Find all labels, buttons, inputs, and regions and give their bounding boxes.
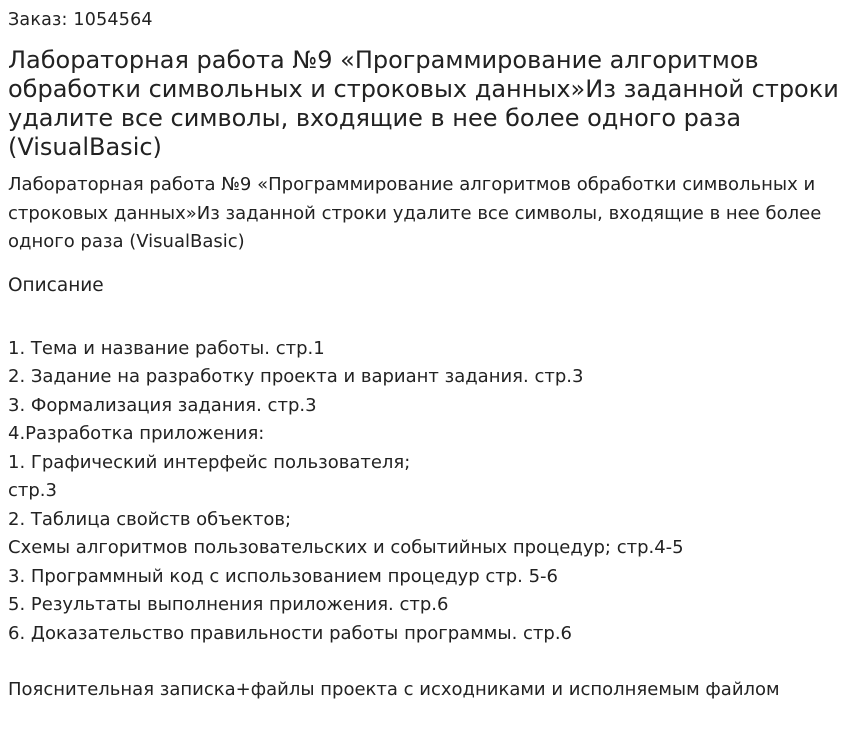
page-title: Лабораторная работа №9 «Программирование алгоритмов обработки символьных и строковых данных»Из заданной строки удалите все символы, входящие в нее более одного раза (VisualBasic) [8, 46, 839, 161]
contents-item: 2. Таблица свойств объектов; [8, 508, 292, 530]
contents-item: 5. Результаты выполнения приложения. стр.6 [8, 594, 449, 615]
order-number: Заказ: 1054564 [8, 10, 153, 30]
lead-paragraph: Лабораторная работа №9 «Программирование алгоритмов обработки символьных и строковых данных»Из заданной строки удалите все символы, входящие в нее более одного раза (VisualBasic) [8, 174, 822, 252]
contents-item: стр.3 [8, 480, 57, 501]
contents-item: 4.Разработка приложения: [8, 423, 265, 444]
contents-item: Схемы алгоритмов пользовательских и событийных процедур; стр.4-5 [8, 537, 684, 558]
description-heading: Описание [8, 274, 104, 296]
contents-item: 6. Доказательство правильности работы программы. стр.6 [8, 622, 573, 644]
contents-item: 1. Графический интерфейс пользователя; [8, 451, 411, 473]
contents-item: 1. Тема и название работы. стр.1 [8, 337, 325, 359]
contents-list [8, 335, 839, 649]
contents-item: 3. Формализация задания. стр.3 [8, 394, 317, 416]
contents-item: 3. Программный код с использованием процедур стр. 5-6 [8, 565, 558, 587]
deliverables-note: Пояснительная записка+файлы проекта с исходниками и исполняемым файлом [8, 679, 780, 700]
contents-item: 2. Задание на разработку проекта и вариант задания. стр.3 [8, 366, 584, 387]
